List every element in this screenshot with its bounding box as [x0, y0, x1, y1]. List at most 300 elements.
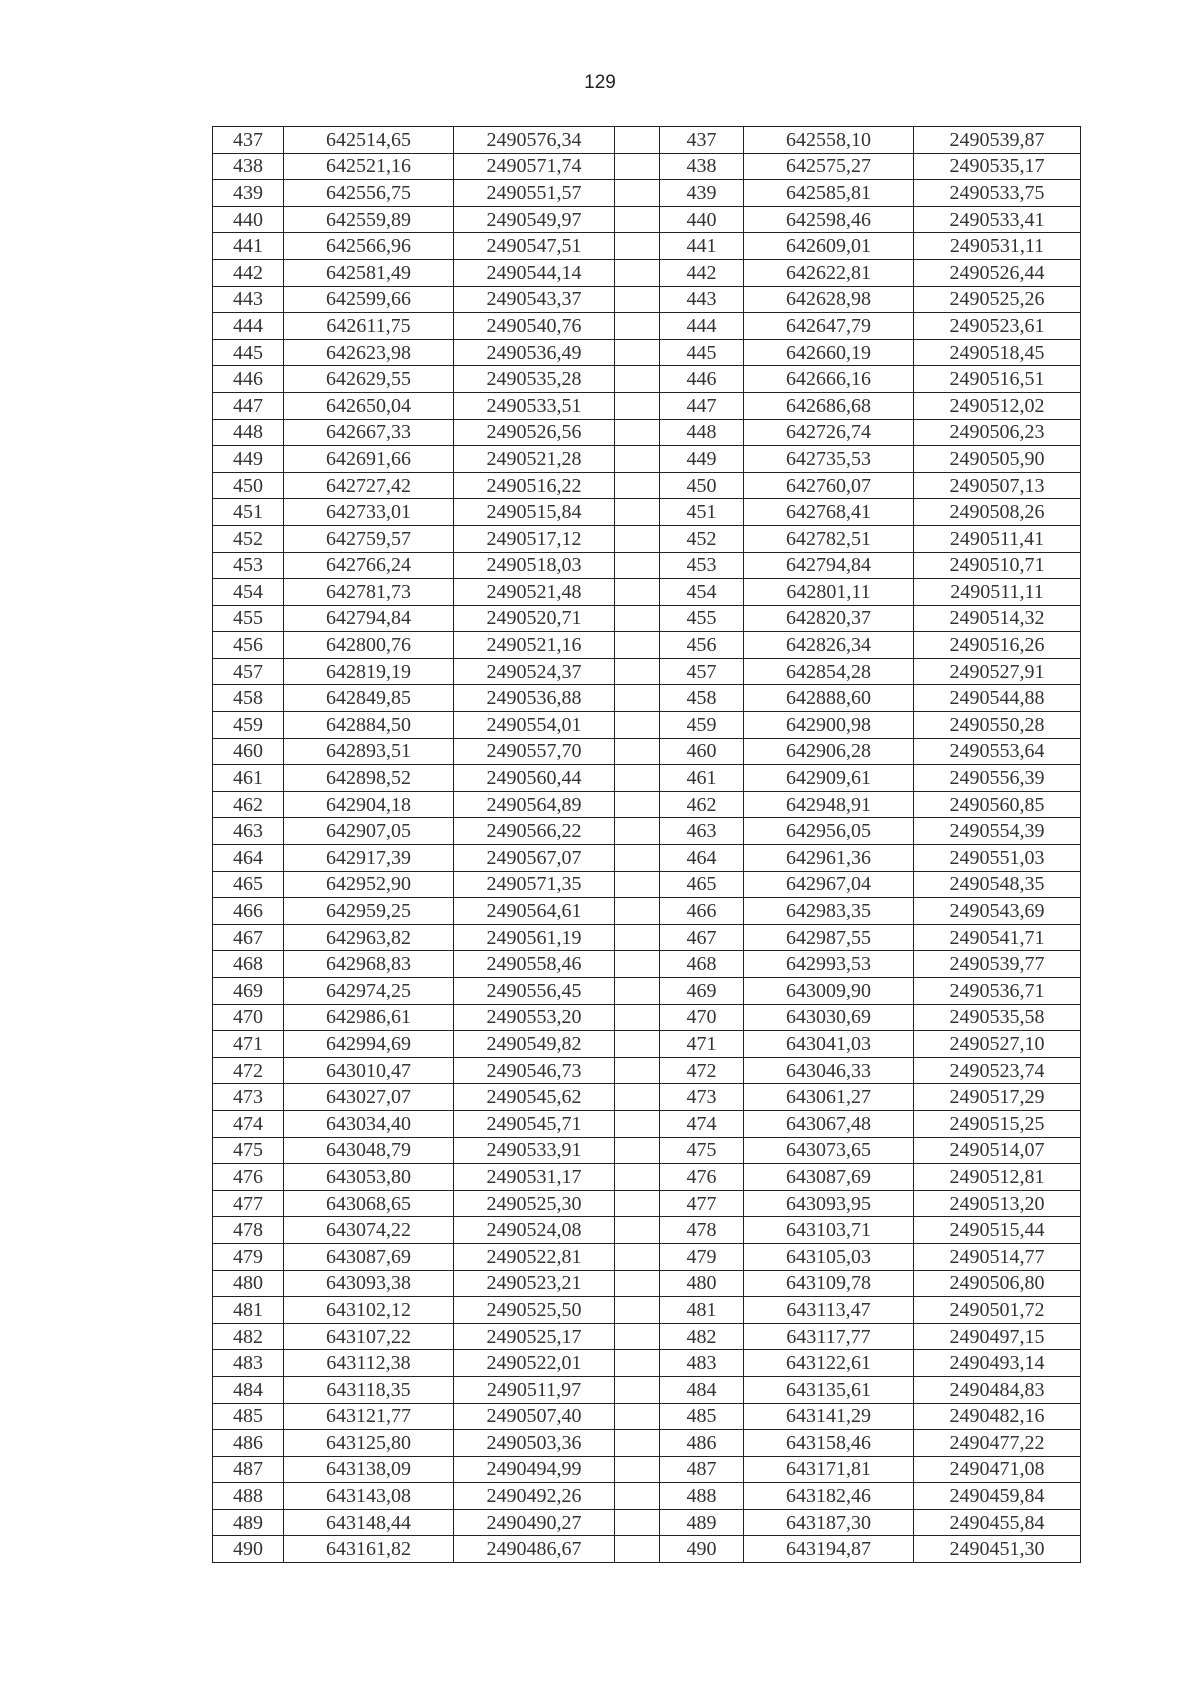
left-y-coordinate-cell: 2490547,51: [454, 233, 615, 260]
spacer-cell: [615, 419, 660, 446]
right-x-coordinate-cell: 643171,81: [744, 1456, 914, 1483]
left-x-coordinate-cell: 642800,76: [284, 632, 454, 659]
spacer-cell: [615, 738, 660, 765]
left-y-coordinate-cell: 2490576,34: [454, 127, 615, 154]
right-y-coordinate-cell: 2490511,41: [914, 525, 1081, 552]
right-point-number-cell: 467: [660, 924, 744, 951]
left-x-coordinate-cell: 643161,82: [284, 1536, 454, 1563]
left-point-number-cell: 476: [213, 1164, 284, 1191]
left-point-number-cell: 441: [213, 233, 284, 260]
right-point-number-cell: 454: [660, 579, 744, 606]
right-point-number-cell: 446: [660, 366, 744, 393]
table-row: [213, 525, 1081, 552]
right-x-coordinate-cell: 643087,69: [744, 1164, 914, 1191]
right-point-number-cell: 451: [660, 499, 744, 526]
spacer-cell: [615, 1509, 660, 1536]
table-row: [213, 1483, 1081, 1510]
spacer-cell: [615, 658, 660, 685]
right-y-coordinate-cell: 2490511,11: [914, 579, 1081, 606]
right-x-coordinate-cell: 642622,81: [744, 259, 914, 286]
table-row: [213, 1350, 1081, 1377]
right-x-coordinate-cell: 643135,61: [744, 1376, 914, 1403]
right-x-coordinate-cell: 642888,60: [744, 685, 914, 712]
right-x-coordinate-cell: 642900,98: [744, 712, 914, 739]
spacer-cell: [615, 685, 660, 712]
right-point-number-cell: 487: [660, 1456, 744, 1483]
left-x-coordinate-cell: 642650,04: [284, 392, 454, 419]
right-point-number-cell: 480: [660, 1270, 744, 1297]
right-y-coordinate-cell: 2490525,26: [914, 286, 1081, 313]
right-y-coordinate-cell: 2490477,22: [914, 1430, 1081, 1457]
left-y-coordinate-cell: 2490554,01: [454, 712, 615, 739]
spacer-cell: [615, 127, 660, 154]
right-x-coordinate-cell: 642967,04: [744, 871, 914, 898]
left-point-number-cell: 459: [213, 712, 284, 739]
left-y-coordinate-cell: 2490525,30: [454, 1190, 615, 1217]
table-row: [213, 924, 1081, 951]
left-point-number-cell: 440: [213, 206, 284, 233]
left-x-coordinate-cell: 643102,12: [284, 1297, 454, 1324]
left-x-coordinate-cell: 642794,84: [284, 605, 454, 632]
table-row: [213, 685, 1081, 712]
right-point-number-cell: 477: [660, 1190, 744, 1217]
spacer-cell: [615, 791, 660, 818]
left-point-number-cell: 483: [213, 1350, 284, 1377]
spacer-cell: [615, 366, 660, 393]
right-y-coordinate-cell: 2490533,75: [914, 180, 1081, 207]
right-x-coordinate-cell: 643122,61: [744, 1350, 914, 1377]
left-x-coordinate-cell: 643074,22: [284, 1217, 454, 1244]
left-x-coordinate-cell: 642994,69: [284, 1031, 454, 1058]
spacer-cell: [615, 871, 660, 898]
right-point-number-cell: 460: [660, 738, 744, 765]
left-point-number-cell: 452: [213, 525, 284, 552]
left-point-number-cell: 470: [213, 1004, 284, 1031]
spacer-cell: [615, 898, 660, 925]
left-x-coordinate-cell: 642727,42: [284, 472, 454, 499]
table-row: [213, 1137, 1081, 1164]
table-row: [213, 153, 1081, 180]
right-y-coordinate-cell: 2490544,88: [914, 685, 1081, 712]
right-x-coordinate-cell: 643182,46: [744, 1483, 914, 1510]
left-point-number-cell: 458: [213, 685, 284, 712]
right-y-coordinate-cell: 2490526,44: [914, 259, 1081, 286]
left-x-coordinate-cell: 642623,98: [284, 339, 454, 366]
right-point-number-cell: 479: [660, 1243, 744, 1270]
right-point-number-cell: 443: [660, 286, 744, 313]
left-x-coordinate-cell: 643107,22: [284, 1323, 454, 1350]
left-y-coordinate-cell: 2490523,21: [454, 1270, 615, 1297]
right-x-coordinate-cell: 642686,68: [744, 392, 914, 419]
left-x-coordinate-cell: 642733,01: [284, 499, 454, 526]
right-x-coordinate-cell: 643141,29: [744, 1403, 914, 1430]
spacer-cell: [615, 1243, 660, 1270]
right-point-number-cell: 475: [660, 1137, 744, 1164]
left-x-coordinate-cell: 643148,44: [284, 1509, 454, 1536]
table-row: [213, 1243, 1081, 1270]
left-y-coordinate-cell: 2490540,76: [454, 313, 615, 340]
left-y-coordinate-cell: 2490557,70: [454, 738, 615, 765]
right-x-coordinate-cell: 642609,01: [744, 233, 914, 260]
left-x-coordinate-cell: 642629,55: [284, 366, 454, 393]
table-row: [213, 605, 1081, 632]
left-x-coordinate-cell: 642691,66: [284, 446, 454, 473]
left-x-coordinate-cell: 643093,38: [284, 1270, 454, 1297]
coordinates-table: [212, 126, 1081, 1563]
right-x-coordinate-cell: 643041,03: [744, 1031, 914, 1058]
left-y-coordinate-cell: 2490511,97: [454, 1376, 615, 1403]
right-y-coordinate-cell: 2490459,84: [914, 1483, 1081, 1510]
table-row: [213, 632, 1081, 659]
left-y-coordinate-cell: 2490571,35: [454, 871, 615, 898]
spacer-cell: [615, 605, 660, 632]
left-point-number-cell: 468: [213, 951, 284, 978]
table-row: [213, 1456, 1081, 1483]
right-y-coordinate-cell: 2490516,26: [914, 632, 1081, 659]
left-point-number-cell: 485: [213, 1403, 284, 1430]
right-point-number-cell: 447: [660, 392, 744, 419]
left-y-coordinate-cell: 2490521,28: [454, 446, 615, 473]
table-row: [213, 1509, 1081, 1536]
left-point-number-cell: 465: [213, 871, 284, 898]
spacer-cell: [615, 206, 660, 233]
right-y-coordinate-cell: 2490533,41: [914, 206, 1081, 233]
left-y-coordinate-cell: 2490544,14: [454, 259, 615, 286]
left-x-coordinate-cell: 642611,75: [284, 313, 454, 340]
table-row: [213, 978, 1081, 1005]
right-point-number-cell: 469: [660, 978, 744, 1005]
left-x-coordinate-cell: 643010,47: [284, 1057, 454, 1084]
right-point-number-cell: 478: [660, 1217, 744, 1244]
left-y-coordinate-cell: 2490517,12: [454, 525, 615, 552]
table-row: [213, 1217, 1081, 1244]
left-point-number-cell: 481: [213, 1297, 284, 1324]
table-row: [213, 765, 1081, 792]
left-point-number-cell: 488: [213, 1483, 284, 1510]
right-x-coordinate-cell: 642585,81: [744, 180, 914, 207]
left-y-coordinate-cell: 2490520,71: [454, 605, 615, 632]
table-row: [213, 472, 1081, 499]
left-x-coordinate-cell: 643087,69: [284, 1243, 454, 1270]
spacer-cell: [615, 1456, 660, 1483]
left-x-coordinate-cell: 642781,73: [284, 579, 454, 606]
right-point-number-cell: 484: [660, 1376, 744, 1403]
table-row: [213, 818, 1081, 845]
left-x-coordinate-cell: 643112,38: [284, 1350, 454, 1377]
left-x-coordinate-cell: 643121,77: [284, 1403, 454, 1430]
left-x-coordinate-cell: 643053,80: [284, 1164, 454, 1191]
left-x-coordinate-cell: 642917,39: [284, 845, 454, 872]
left-x-coordinate-cell: 642952,90: [284, 871, 454, 898]
left-x-coordinate-cell: 642974,25: [284, 978, 454, 1005]
right-x-coordinate-cell: 642987,55: [744, 924, 914, 951]
right-x-coordinate-cell: 643113,47: [744, 1297, 914, 1324]
left-point-number-cell: 480: [213, 1270, 284, 1297]
left-y-coordinate-cell: 2490560,44: [454, 765, 615, 792]
left-y-coordinate-cell: 2490492,26: [454, 1483, 615, 1510]
left-x-coordinate-cell: 642893,51: [284, 738, 454, 765]
left-point-number-cell: 472: [213, 1057, 284, 1084]
spacer-cell: [615, 1270, 660, 1297]
spacer-cell: [615, 1084, 660, 1111]
right-x-coordinate-cell: 643061,27: [744, 1084, 914, 1111]
right-x-coordinate-cell: 642666,16: [744, 366, 914, 393]
left-point-number-cell: 471: [213, 1031, 284, 1058]
left-point-number-cell: 475: [213, 1137, 284, 1164]
right-x-coordinate-cell: 643103,71: [744, 1217, 914, 1244]
left-y-coordinate-cell: 2490558,46: [454, 951, 615, 978]
spacer-cell: [615, 180, 660, 207]
left-y-coordinate-cell: 2490490,27: [454, 1509, 615, 1536]
right-point-number-cell: 486: [660, 1430, 744, 1457]
left-point-number-cell: 487: [213, 1456, 284, 1483]
right-y-coordinate-cell: 2490536,71: [914, 978, 1081, 1005]
spacer-cell: [615, 632, 660, 659]
spacer-cell: [615, 579, 660, 606]
table-row: [213, 951, 1081, 978]
right-point-number-cell: 438: [660, 153, 744, 180]
left-x-coordinate-cell: 642959,25: [284, 898, 454, 925]
right-y-coordinate-cell: 2490512,02: [914, 392, 1081, 419]
left-x-coordinate-cell: 643068,65: [284, 1190, 454, 1217]
left-point-number-cell: 461: [213, 765, 284, 792]
table-row: [213, 898, 1081, 925]
left-y-coordinate-cell: 2490549,82: [454, 1031, 615, 1058]
right-y-coordinate-cell: 2490497,15: [914, 1323, 1081, 1350]
left-x-coordinate-cell: 642986,61: [284, 1004, 454, 1031]
left-y-coordinate-cell: 2490536,88: [454, 685, 615, 712]
right-y-coordinate-cell: 2490514,07: [914, 1137, 1081, 1164]
spacer-cell: [615, 1430, 660, 1457]
right-point-number-cell: 457: [660, 658, 744, 685]
table-row: [213, 366, 1081, 393]
spacer-cell: [615, 1164, 660, 1191]
right-y-coordinate-cell: 2490515,44: [914, 1217, 1081, 1244]
left-y-coordinate-cell: 2490531,17: [454, 1164, 615, 1191]
right-y-coordinate-cell: 2490535,17: [914, 153, 1081, 180]
left-x-coordinate-cell: 642559,89: [284, 206, 454, 233]
left-y-coordinate-cell: 2490522,01: [454, 1350, 615, 1377]
left-point-number-cell: 457: [213, 658, 284, 685]
left-x-coordinate-cell: 642521,16: [284, 153, 454, 180]
left-y-coordinate-cell: 2490564,89: [454, 791, 615, 818]
spacer-cell: [615, 1217, 660, 1244]
right-y-coordinate-cell: 2490510,71: [914, 552, 1081, 579]
left-point-number-cell: 449: [213, 446, 284, 473]
spacer-cell: [615, 1057, 660, 1084]
table-row: [213, 392, 1081, 419]
right-y-coordinate-cell: 2490539,77: [914, 951, 1081, 978]
left-point-number-cell: 454: [213, 579, 284, 606]
left-y-coordinate-cell: 2490525,17: [454, 1323, 615, 1350]
left-point-number-cell: 484: [213, 1376, 284, 1403]
left-y-coordinate-cell: 2490564,61: [454, 898, 615, 925]
right-y-coordinate-cell: 2490482,16: [914, 1403, 1081, 1430]
left-point-number-cell: 453: [213, 552, 284, 579]
right-y-coordinate-cell: 2490556,39: [914, 765, 1081, 792]
spacer-cell: [615, 712, 660, 739]
left-y-coordinate-cell: 2490566,22: [454, 818, 615, 845]
right-point-number-cell: 464: [660, 845, 744, 872]
right-y-coordinate-cell: 2490506,23: [914, 419, 1081, 446]
spacer-cell: [615, 1297, 660, 1324]
right-y-coordinate-cell: 2490514,32: [914, 605, 1081, 632]
right-x-coordinate-cell: 643117,77: [744, 1323, 914, 1350]
right-point-number-cell: 458: [660, 685, 744, 712]
table-row: [213, 1297, 1081, 1324]
right-point-number-cell: 459: [660, 712, 744, 739]
right-x-coordinate-cell: 642782,51: [744, 525, 914, 552]
right-x-coordinate-cell: 643009,90: [744, 978, 914, 1005]
left-y-coordinate-cell: 2490522,81: [454, 1243, 615, 1270]
left-point-number-cell: 486: [213, 1430, 284, 1457]
right-y-coordinate-cell: 2490531,11: [914, 233, 1081, 260]
right-x-coordinate-cell: 643073,65: [744, 1137, 914, 1164]
right-x-coordinate-cell: 643030,69: [744, 1004, 914, 1031]
right-y-coordinate-cell: 2490553,64: [914, 738, 1081, 765]
right-point-number-cell: 448: [660, 419, 744, 446]
right-y-coordinate-cell: 2490550,28: [914, 712, 1081, 739]
right-point-number-cell: 453: [660, 552, 744, 579]
right-y-coordinate-cell: 2490517,29: [914, 1084, 1081, 1111]
spacer-cell: [615, 153, 660, 180]
left-x-coordinate-cell: 642963,82: [284, 924, 454, 951]
left-y-coordinate-cell: 2490486,67: [454, 1536, 615, 1563]
right-x-coordinate-cell: 642794,84: [744, 552, 914, 579]
left-point-number-cell: 443: [213, 286, 284, 313]
right-point-number-cell: 482: [660, 1323, 744, 1350]
left-y-coordinate-cell: 2490543,37: [454, 286, 615, 313]
left-point-number-cell: 464: [213, 845, 284, 872]
spacer-cell: [615, 818, 660, 845]
right-x-coordinate-cell: 642575,27: [744, 153, 914, 180]
spacer-cell: [615, 552, 660, 579]
left-x-coordinate-cell: 642759,57: [284, 525, 454, 552]
left-y-coordinate-cell: 2490553,20: [454, 1004, 615, 1031]
left-point-number-cell: 466: [213, 898, 284, 925]
right-y-coordinate-cell: 2490551,03: [914, 845, 1081, 872]
right-point-number-cell: 473: [660, 1084, 744, 1111]
right-point-number-cell: 440: [660, 206, 744, 233]
right-x-coordinate-cell: 642983,35: [744, 898, 914, 925]
right-y-coordinate-cell: 2490527,10: [914, 1031, 1081, 1058]
left-y-coordinate-cell: 2490526,56: [454, 419, 615, 446]
right-x-coordinate-cell: 642993,53: [744, 951, 914, 978]
table-row: [213, 1164, 1081, 1191]
spacer-cell: [615, 765, 660, 792]
right-y-coordinate-cell: 2490507,13: [914, 472, 1081, 499]
spacer-cell: [615, 1350, 660, 1377]
table-row: [213, 206, 1081, 233]
right-y-coordinate-cell: 2490539,87: [914, 127, 1081, 154]
left-y-coordinate-cell: 2490535,28: [454, 366, 615, 393]
table-row: [213, 1323, 1081, 1350]
right-point-number-cell: 470: [660, 1004, 744, 1031]
right-x-coordinate-cell: 643158,46: [744, 1430, 914, 1457]
spacer-cell: [615, 313, 660, 340]
right-y-coordinate-cell: 2490512,81: [914, 1164, 1081, 1191]
table-row: [213, 1084, 1081, 1111]
right-y-coordinate-cell: 2490515,25: [914, 1110, 1081, 1137]
left-y-coordinate-cell: 2490567,07: [454, 845, 615, 872]
left-x-coordinate-cell: 642766,24: [284, 552, 454, 579]
right-point-number-cell: 485: [660, 1403, 744, 1430]
left-x-coordinate-cell: 642581,49: [284, 259, 454, 286]
right-point-number-cell: 461: [660, 765, 744, 792]
right-x-coordinate-cell: 642906,28: [744, 738, 914, 765]
left-x-coordinate-cell: 642884,50: [284, 712, 454, 739]
right-point-number-cell: 445: [660, 339, 744, 366]
left-x-coordinate-cell: 643138,09: [284, 1456, 454, 1483]
left-point-number-cell: 460: [213, 738, 284, 765]
table-row: [213, 1403, 1081, 1430]
table-row: [213, 845, 1081, 872]
left-y-coordinate-cell: 2490545,62: [454, 1084, 615, 1111]
right-point-number-cell: 474: [660, 1110, 744, 1137]
right-x-coordinate-cell: 642820,37: [744, 605, 914, 632]
page-number: 129: [584, 72, 616, 93]
right-x-coordinate-cell: 642956,05: [744, 818, 914, 845]
spacer-cell: [615, 1536, 660, 1563]
right-x-coordinate-cell: 642598,46: [744, 206, 914, 233]
left-y-coordinate-cell: 2490503,36: [454, 1430, 615, 1457]
spacer-cell: [615, 286, 660, 313]
right-point-number-cell: 462: [660, 791, 744, 818]
right-point-number-cell: 490: [660, 1536, 744, 1563]
left-point-number-cell: 473: [213, 1084, 284, 1111]
left-point-number-cell: 462: [213, 791, 284, 818]
right-y-coordinate-cell: 2490514,77: [914, 1243, 1081, 1270]
table-row: [213, 233, 1081, 260]
right-point-number-cell: 465: [660, 871, 744, 898]
left-point-number-cell: 444: [213, 313, 284, 340]
right-point-number-cell: 449: [660, 446, 744, 473]
right-x-coordinate-cell: 643194,87: [744, 1536, 914, 1563]
left-y-coordinate-cell: 2490525,50: [454, 1297, 615, 1324]
table-row: [213, 1430, 1081, 1457]
left-point-number-cell: 442: [213, 259, 284, 286]
left-point-number-cell: 439: [213, 180, 284, 207]
left-x-coordinate-cell: 643048,79: [284, 1137, 454, 1164]
spacer-cell: [615, 978, 660, 1005]
right-point-number-cell: 444: [660, 313, 744, 340]
left-y-coordinate-cell: 2490524,08: [454, 1217, 615, 1244]
left-x-coordinate-cell: 642514,65: [284, 127, 454, 154]
left-point-number-cell: 455: [213, 605, 284, 632]
left-y-coordinate-cell: 2490494,99: [454, 1456, 615, 1483]
table-row: [213, 658, 1081, 685]
coordinates-table-body: [213, 127, 1081, 1563]
right-y-coordinate-cell: 2490560,85: [914, 791, 1081, 818]
left-point-number-cell: 450: [213, 472, 284, 499]
table-row: [213, 446, 1081, 473]
left-y-coordinate-cell: 2490549,97: [454, 206, 615, 233]
table-row: [213, 259, 1081, 286]
left-point-number-cell: 438: [213, 153, 284, 180]
left-y-coordinate-cell: 2490516,22: [454, 472, 615, 499]
left-y-coordinate-cell: 2490571,74: [454, 153, 615, 180]
left-y-coordinate-cell: 2490524,37: [454, 658, 615, 685]
left-x-coordinate-cell: 642819,19: [284, 658, 454, 685]
spacer-cell: [615, 1110, 660, 1137]
right-point-number-cell: 463: [660, 818, 744, 845]
right-x-coordinate-cell: 642768,41: [744, 499, 914, 526]
table-row: [213, 738, 1081, 765]
left-x-coordinate-cell: 643125,80: [284, 1430, 454, 1457]
table-row: [213, 419, 1081, 446]
right-x-coordinate-cell: 642647,79: [744, 313, 914, 340]
table-row: [213, 499, 1081, 526]
